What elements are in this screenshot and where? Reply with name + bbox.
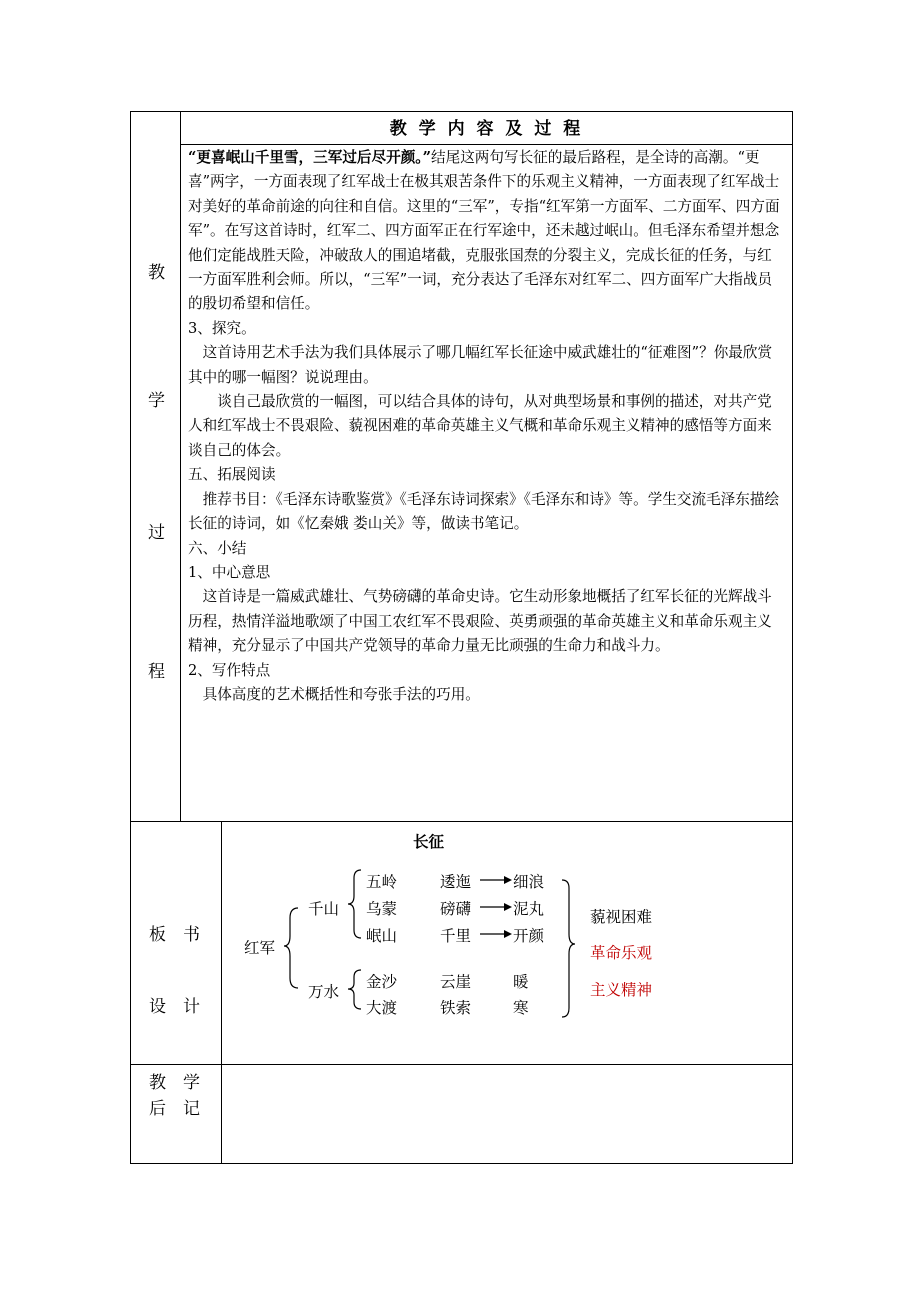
row5-word: 铁索: [440, 999, 472, 1017]
row2-result: 泥丸: [513, 900, 545, 918]
board-summary-1: 藐视困难: [590, 908, 653, 926]
side-label-char-2: 学: [148, 391, 165, 411]
subheading-central-idea: 1、中心意思: [188, 563, 271, 581]
header-underline: [180, 144, 793, 145]
side-label-char-4: 程: [148, 662, 165, 682]
side-label-char-1: 教: [148, 263, 165, 283]
paragraph-writing-features: 具体高度的艺术概括性和夸张手法的巧用。: [202, 685, 480, 703]
board-summary-2b: 主义精神: [590, 981, 653, 999]
row1-place: 五岭: [366, 873, 398, 891]
row4-place: 金沙: [366, 973, 398, 991]
side-label-char-3: 过: [148, 523, 165, 543]
notes-area: [222, 1065, 792, 1163]
brace-root: [284, 908, 298, 988]
arrow-3: [480, 930, 512, 938]
row1-word: 逶迤: [440, 873, 472, 891]
board-label-line1: 板 书: [149, 925, 200, 945]
board-diagram-lines: [222, 822, 792, 1064]
item-3-heading: 3、探究。: [188, 319, 256, 337]
row3-place: 岷山: [366, 927, 398, 945]
notes-label-line2: 后 记: [149, 1099, 200, 1119]
table-bottom-border: [130, 1163, 793, 1164]
paragraph-central-idea: 这首诗是一篇威武雄壮、气势磅礴的革命史诗。它生动形象地概括了红军长征的光辉战斗历程，热情洋溢地歌颂了中国工农红军不畏艰险、英勇顽强的革命英雄主义和革命乐观主义精神，充分显示了中国共产党领导的革命力量无比顽强的生命力和战斗力。: [188, 588, 772, 655]
arrow-2: [480, 903, 512, 911]
board-branch-mountains: 千山: [308, 900, 340, 918]
heading-extended-reading: 五、拓展阅读: [188, 466, 276, 484]
row3-result: 开颜: [513, 927, 545, 945]
paragraph-question: 这首诗用艺术手法为我们具体展示了哪几幅红军长征途中威武雄壮的“征难图”？你最欣赏其中的哪一幅图？说说理由。: [188, 344, 773, 386]
board-summary-2a: 革命乐观: [590, 944, 653, 962]
brace-summary: [562, 880, 575, 1017]
row2-word: 磅礴: [440, 900, 472, 918]
notes-label-line1: 教 学: [149, 1073, 200, 1093]
paragraph-answer: 谈自己最欣赏的一幅图，可以结合具体的诗句，从对典型场景和事例的描述，对共产党人和红军战士不畏艰险、藐视困难的革命英雄主义气概和革命乐观主义精神的感悟等方面来谈自己的体会。: [188, 393, 772, 459]
section-header: 教 学 内 容 及 过 程: [389, 119, 584, 139]
brace-rivers: [348, 970, 361, 1009]
table-top-border: [130, 111, 793, 112]
paragraph-quote-analysis: [188, 146, 784, 317]
brace-mountains: [348, 870, 361, 938]
board-label-line2: 设 计: [149, 997, 200, 1017]
lesson-content: [188, 146, 784, 707]
row5-result: 寒: [513, 999, 529, 1017]
row4-word: 云崖: [440, 973, 472, 991]
table-left-border: [130, 111, 131, 1164]
board-branch-rivers: 万水: [308, 983, 340, 1001]
arrow-1: [480, 876, 512, 884]
row3-word: 千里: [440, 927, 472, 945]
row2-place: 乌蒙: [366, 900, 398, 918]
board-title: 长征: [413, 833, 445, 851]
subheading-writing-features: 2、写作特点: [188, 661, 271, 679]
row1-result: 细浪: [513, 873, 545, 891]
paragraph-reading-list: 推荐书目：《毛泽东诗歌鉴赏》《毛泽东诗词探索》《毛泽东和诗》等。学生交流毛泽东描绘长征的诗词，如《忆秦娥 娄山关》等，做读书笔记。: [188, 490, 780, 533]
row5-place: 大渡: [366, 999, 398, 1017]
heading-summary: 六、小结: [188, 539, 247, 557]
table-right-border: [792, 111, 793, 1164]
section1-divider: [180, 111, 181, 822]
quote-text: “更喜岷山千里雪，三军过后尽开颜。”: [188, 149, 431, 166]
row4-result: 暖: [513, 973, 529, 991]
quote-analysis: 结尾这两句写长征的最后路程，是全诗的高潮。“更喜”两字，一方面表现了红军战士在极其艰苦条件下的乐观主义精神，一方面表现了红军战士对美好的革命前途的向往和自信。这里的“三军”，专指“红军第一方面军、二方面军、四方面军”。在写这首诗时，红军二、四方面军正在行军途中，还未越过岷山。但毛泽东希望并想念他们定能战胜天险，冲破敌人的围追堵截，克服张国焘的分裂主义，完成长征的任务，与红一方面军胜利会师。所以，“三军”一词，充分表达了毛泽东对红军二、四方面军广大指战员的殷切希望和信任。: [188, 149, 780, 313]
board-root: 红军: [244, 939, 276, 957]
